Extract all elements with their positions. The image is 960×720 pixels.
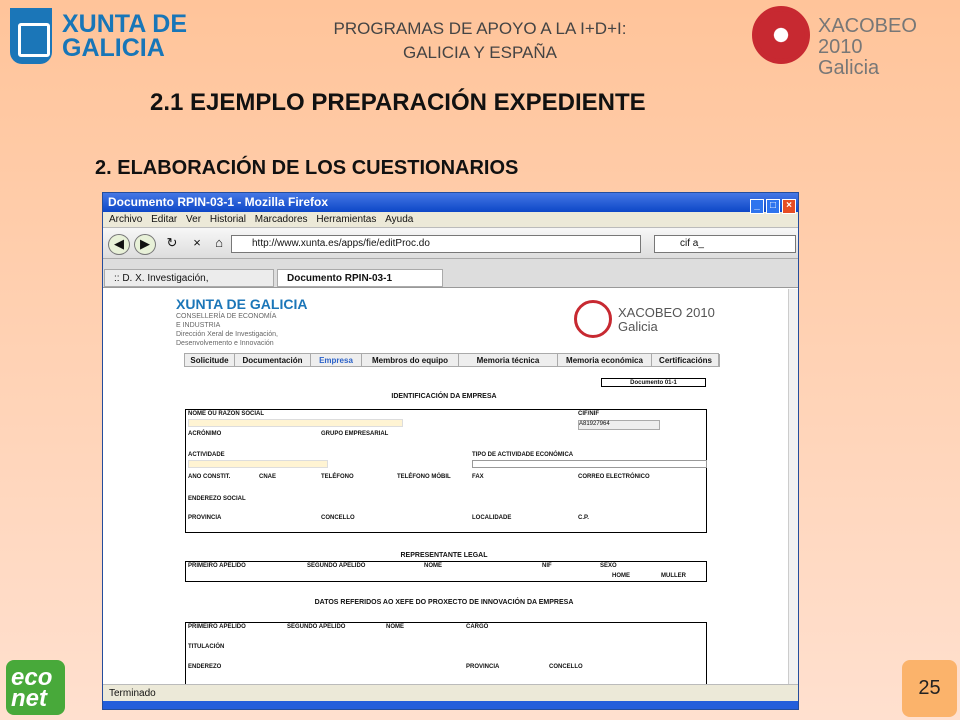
representative-heading: REPRESENTANTE LEGAL [400,552,488,559]
forward-icon[interactable]: ▶ [134,234,156,255]
tab-certificacions[interactable]: Certificacións [652,354,720,367]
rep-apelido1-label: PRIMEIRO APELIDO [188,563,246,569]
grupo-label: GRUPO EMPRESARIAL [321,431,389,437]
acronimo-label: ACRÓNIMO [188,431,222,437]
xacobeo-logo-text [818,16,957,79]
slide-header-line-1: PROGRAMAS DE APOYO A LA I+D+I: [333,19,627,38]
form-xunta-logo [176,296,326,348]
fax-label: FAX [472,474,484,480]
cnae-label: CNAE [259,474,277,480]
browser-tab-2[interactable]: Documento RPIN-03-1 [277,269,443,287]
maximize-button[interactable]: □ [766,199,780,214]
movil-label: TELÉFONO MÓBIL [397,474,451,480]
actividade-label: ACTIVIDADE [188,452,225,458]
document-label: Documento 01-1 [601,378,706,387]
close-button[interactable]: × [782,199,796,214]
form-xacobeo-sun-icon [574,300,612,338]
menu-ayuda[interactable]: Ayuda [385,214,414,225]
telefono-label: TELÉFONO [321,474,354,480]
slide-page-number: 25 [902,660,957,717]
cp-label: C.P. [578,515,589,521]
windows-taskbar [103,701,798,709]
menu-marcadores[interactable]: Marcadores [254,214,308,225]
tipo-label: TIPO DE ACTIVIDADE ECONÓMICA [472,452,574,458]
form-xunta-title: XUNTA DE GALICIA [176,296,308,312]
address-input[interactable]: http://www.xunta.es/apps/fie/editProc.do [231,235,641,253]
menu-editar[interactable]: Editar [151,214,178,225]
form-xunta-line-2: E INDUSTRIA [176,322,221,329]
razon-input[interactable] [188,419,403,427]
provincia-label: PROVINCIA [188,515,222,521]
galicia-shield-icon [10,8,52,64]
form-xacobeo-line-1: XACOBEO 2010 [618,305,715,320]
concello-label: CONCELLO [321,515,355,521]
xacobeo-logo [752,6,957,79]
form-xunta-line-4: Desenvolvemento e Innovación [176,340,274,347]
page-scrollbar[interactable] [788,289,798,686]
form-page [104,289,789,686]
browser-navigation [103,228,798,259]
form-xacobeo-line-2: Galicia [618,319,658,334]
xacobeo-sun-icon [752,6,810,64]
econet-logo: eco net [6,660,65,715]
xacobeo-line-1: XACOBEO 2010 [818,15,917,58]
tab-documentacion[interactable]: Documentación [235,354,311,367]
xunta-logo [10,8,195,64]
browser-tab-1[interactable]: :: D. X. Investigación, [104,269,274,287]
dir-provincia-label: PROVINCIA [466,664,500,670]
tab-memoria-economica[interactable]: Memoria económica [558,354,652,367]
cif-value[interactable]: A81927964 [578,420,660,430]
tipo-select[interactable] [472,460,707,468]
director-heading: DATOS REFERIDOS AO XEFE DO PROXECTO DE INNOVACIÓN DA EMPRESA [314,599,574,606]
menu-ver[interactable]: Ver [186,214,202,225]
dir-apelido2-label: SEGUNDO APELIDO [287,624,346,630]
slide-header-line-2: GALICIA Y ESPAÑA [402,43,558,62]
menu-archivo[interactable]: Archivo [109,214,143,225]
reload-icon[interactable]: ↻ [166,235,178,250]
correo-label: CORREO ELECTRÓNICO [578,474,650,480]
company-heading: IDENTIFICACIÓN DA EMPRESA [391,393,497,400]
rep-nome-label: NOME [424,563,442,569]
home-icon[interactable]: ⌂ [215,235,223,250]
actividade-select[interactable] [188,460,328,468]
browser-search-input[interactable]: cif a_ [654,235,796,253]
dir-apelido1-label: PRIMEIRO APELIDO [188,624,246,630]
menu-historial[interactable]: Historial [209,214,246,225]
form-tabs [184,353,719,367]
director-section [185,622,707,686]
back-icon[interactable]: ◀ [108,234,130,255]
home-option[interactable]: HOME [612,573,630,579]
tab-memoria-tecnica[interactable]: Memoria técnica [459,354,558,367]
muller-option[interactable]: MULLER [661,573,686,579]
ano-label: ANO CONSTIT. [188,474,231,480]
tab-membros[interactable]: Membros do equipo [362,354,459,367]
xacobeo-line-2: Galicia [818,57,880,79]
rep-apelido2-label: SEGUNDO APELIDO [307,563,366,569]
firefox-window [102,192,799,710]
form-xunta-line-1: CONSELLERÍA DE ECONOMÍA [176,313,277,320]
enderezo-label: ENDEREZO SOCIAL [188,496,246,502]
browser-status: Terminado [103,684,798,709]
window-titlebar [103,193,798,212]
window-controls [748,195,796,210]
dir-enderezo-label: ENDEREZO [188,664,222,670]
tab-solicitude[interactable]: Solicitude [185,354,235,367]
dir-concello-label: CONCELLO [549,664,583,670]
rep-nif-label: NIF [542,563,552,569]
menu-herramientas[interactable]: Herramientas [316,214,377,225]
stop-icon[interactable]: × [193,235,201,250]
slide-title: 2.1 EJEMPLO PREPARACIÓN EXPEDIENTE [150,89,646,116]
localidade-label: LOCALIDADE [472,515,512,521]
form-xunta-line-3: Dirección Xeral de Investigación, [176,331,278,338]
slide-header [290,17,670,65]
minimize-button[interactable]: _ [750,199,764,214]
window-title: Documento RPIN-03-1 - Mozilla Firefox [108,195,329,209]
tab-empresa[interactable]: Empresa [311,354,362,367]
cif-label: CIF/NIF [578,411,599,417]
sexo-label: SEXO [600,563,617,569]
form-xacobeo-text [618,306,715,334]
dir-nome-label: NOME [386,624,404,630]
dir-titulacion-label: TITULACIÓN [188,644,225,650]
browser-tab-strip [103,259,798,288]
dir-cargo-label: CARGO [466,624,489,630]
razon-label: NOME OU RAZÓN SOCIAL [188,411,264,417]
browser-menubar [103,212,798,228]
xunta-logo-text: XUNTA DE GALICIA [62,10,187,62]
section-title: 2. ELABORACIÓN DE LOS CUESTIONARIOS [95,157,519,179]
